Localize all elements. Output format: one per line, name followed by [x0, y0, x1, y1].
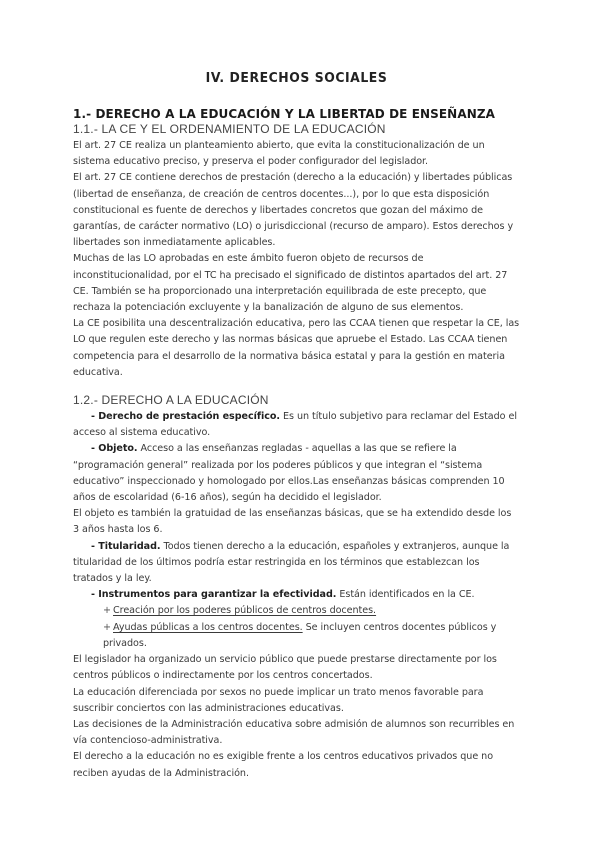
paragraph: Las decisiones de la Administración educativa sobre admisión de alumnos son recurribles en vía contencioso-administrativa.: [73, 718, 515, 747]
document-page: [73, 70, 520, 782]
subsection-heading: 1.2.- DERECHO A LA EDUCACIÓN: [73, 393, 269, 408]
plus-icon: +: [103, 621, 111, 633]
list-item: [73, 441, 520, 506]
paragraph: El derecho a la educación no es exigible frente a los centros educativos privados que no reciben ayudas de la Administración.: [73, 751, 494, 779]
item-text: Se incluyen centros docentes públicos y privados.: [103, 621, 497, 649]
underlined-text: Ayudas públicas a los centros docentes.: [113, 621, 303, 633]
item-text: Es un título subjetivo para reclamar del Estado el acceso al sistema educativo.: [73, 411, 517, 439]
item-text: Todos tienen derecho a la educación, españoles y extranjeros, aunque la titularidad de los últimos podría estar restringida en los términos que establezcan los tratados y la ley.: [73, 540, 510, 585]
page-title: IV. DERECHOS SOCIALES: [205, 70, 388, 86]
item-label: - Instrumentos para garantizar la efectividad.: [91, 589, 337, 601]
plus-icon: +: [103, 605, 111, 617]
paragraph: El art. 27 CE realiza un planteamiento abierto, que evita la constitucionalización de un sistema educativo preciso, y preserva el poder configurador del legislador.: [73, 140, 485, 168]
paragraph: El legislador ha organizado un servicio público que puede prestarse directamente por los centros públicos o indirectamente por los centros concertados.: [73, 654, 497, 682]
list-item: [73, 587, 520, 603]
list-item: [73, 539, 520, 588]
item-text: Acceso a las enseñanzas regladas - aquellas a las que se refiere la “programación general” realizada por los poderes públicos y que integran el “sistema educativo” inspeccionado y homologado por ellos.Las enseñanzas básicas comprenden 10 años de escolaridad (6-16 años), según ha decidido el legislador.: [73, 443, 505, 504]
sub-list-item: [73, 620, 520, 652]
item-text: Están identificados en la CE.: [336, 589, 475, 601]
subsection-heading: 1.1.- LA CE Y EL ORDENAMIENTO DE LA EDUCACIÓN: [73, 122, 386, 136]
paragraph: La CE posibilita una descentralización educativa, pero las CCAA tienen que respetar la CE, las LO que regulen este derecho y las normas básicas que apruebe el Estado. Las CCAA tienen competencia para el desarrollo de la normativa básica estatal y para la gestión en materia educativa.: [73, 318, 520, 378]
paragraph: La educación diferenciada por sexos no puede implicar un trato menos favorable para suscribir conciertos con las administraciones educativas.: [73, 686, 484, 714]
list-item: [73, 409, 520, 441]
section-heading: 1.- DERECHO A LA EDUCACIÓN Y LA LIBERTAD DE ENSEÑANZA: [73, 107, 496, 121]
item-label: - Objeto.: [91, 443, 138, 455]
item-label: - Derecho de prestación específico.: [91, 411, 281, 423]
sub-list-item: [73, 603, 520, 619]
paragraph: Muchas de las LO aprobadas en este ámbito fueron objeto de recursos de inconstitucionalidad, por el TC ha precisado el significado de distintos apartados del art. 27 CE. También se ha proporcionado una interpretación equilibrada de este precepto, que rechaza la potenciación excluyente y la banalización de alguno de sus elementos.: [73, 253, 508, 314]
paragraph: El objeto es también la gratuidad de las enseñanzas básicas, que se ha extendido desde los 3 años hasta los 6.: [73, 508, 512, 536]
underlined-text: Creación por los poderes públicos de centros docentes.: [113, 605, 377, 617]
item-label: - Titularidad.: [91, 540, 161, 552]
paragraph: El art. 27 CE contiene derechos de prestación (derecho a la educación) y libertades públicas (libertad de enseñanza, de creación de centros docentes...), por lo que esta disposición constitucional es fuente de derechos y libertades concretos que gozan del máximo de garantías, de carácter normativo (LO) o jurisdiccional (recurso de amparo). Estos derechos y libertades son inmediatamente aplicables.: [73, 172, 514, 249]
